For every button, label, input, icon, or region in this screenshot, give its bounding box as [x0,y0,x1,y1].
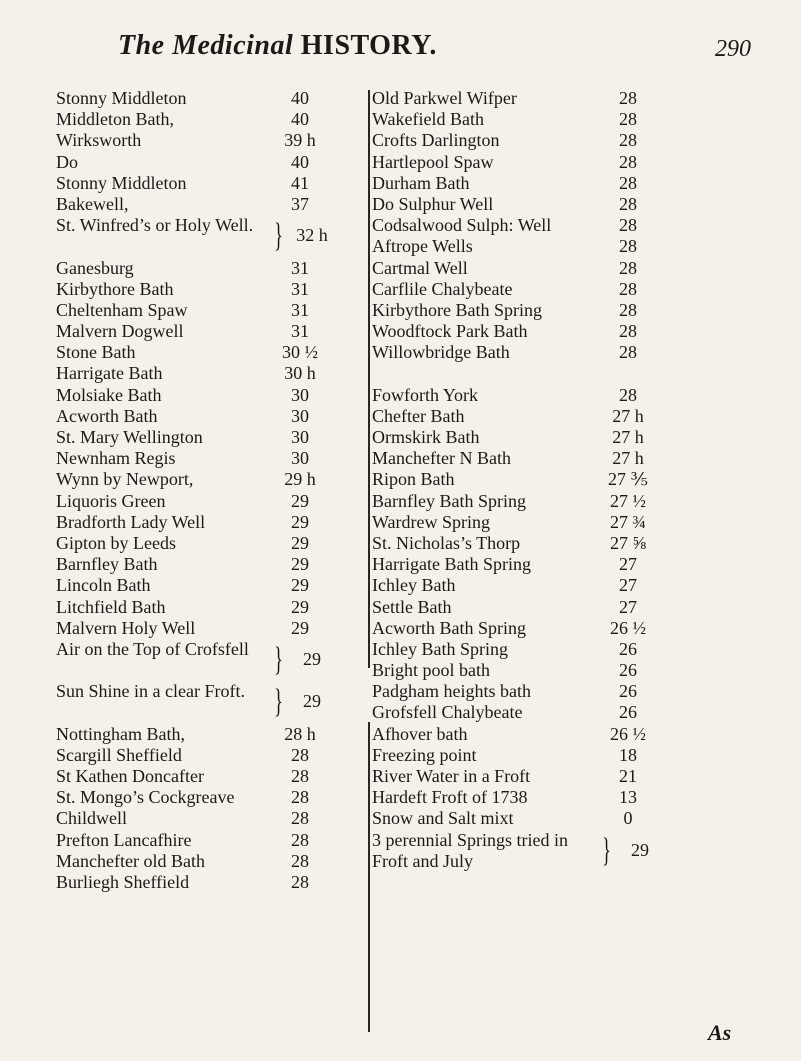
place-name: Old Parkwel Wifper [372,88,517,108]
table-row [372,512,702,533]
running-title-caps: HISTORY. [300,30,437,61]
table-row [372,321,702,342]
place-name: Harrigate Bath Spring [372,554,531,575]
place-name: Do [56,151,78,172]
temperature-value: 29 [303,691,321,712]
place-name: Stone Bath [56,342,136,363]
temperature-value: 31 [291,257,309,278]
table-row [56,258,368,279]
place-name: Codsalwood Sulph: Well [372,215,552,236]
temperature-value: 30 ½ [282,342,318,363]
brace-mark: } [274,640,283,678]
temperature-value: 26 ½ [610,723,646,744]
place-name: Afhover bath [372,723,468,744]
temperature-value: 18 [619,744,637,765]
temperature-value: 31 [291,321,309,342]
temperature-value: 28 [619,257,637,278]
temperature-value: 29 [291,490,309,511]
place-name: Ripon Bath [372,469,455,490]
place-name: Malvern Dogwell [56,321,184,342]
temperature-value: 28 [291,787,309,808]
table-row [56,173,368,194]
place-name: Gipton by Leeds [56,532,176,553]
table-row [372,575,702,596]
place-name: Do Sulphur Well [372,193,494,214]
brace-mark: } [274,217,283,255]
table-row [56,88,368,109]
table-row [56,109,368,130]
temperature-value: 28 [291,871,309,892]
table-row [56,215,368,257]
place-name: St. Mongo’s Cockgreave [56,787,235,808]
table-row [56,597,368,618]
place-name: St Kathen Doncafter [56,766,204,787]
place-name: Bradforth Lady Well [56,511,206,532]
temperature-value: 26 [619,681,637,702]
table-row [56,194,368,215]
table-row [56,152,368,173]
place-name: Aftrope Wells [372,236,473,257]
place-name: Kirbythore Bath Spring [372,299,542,320]
table-row [372,639,702,660]
temperature-value: 28 [619,130,637,151]
place-name: Prefton Lancafhire [56,829,192,850]
left-column [56,88,368,893]
page-header [0,28,801,68]
temperature-value: 29 [291,596,309,617]
place-name: Padgham heights bath [372,681,531,702]
place-name: Chefter Bath [372,405,465,426]
table-row [372,745,702,766]
place-name: Freezing point [372,744,477,765]
table-row [372,618,702,639]
table-row [56,448,368,469]
table-row [56,321,368,342]
place-name: Harrigate Bath [56,363,163,384]
page-number: 290 [715,36,751,62]
catchword: As [708,1020,732,1045]
place-name: Nottingham Bath, [56,723,185,744]
place-name: Stonny Middleton [56,88,187,108]
table-row [56,851,368,872]
table-row [372,173,702,194]
place-name: Air on the Top of Crofsfell [56,638,249,659]
place-name: Ichley Bath Spring [372,638,508,659]
place-name: Hardeft Froft of 1738 [372,787,528,808]
running-title [118,30,437,62]
table-row [372,724,702,745]
place-name: Barnfley Bath [56,554,158,575]
place-name: Bright pool bath [372,660,490,681]
temperature-value: 13 [619,787,637,808]
place-name: Hartlepool Spaw [372,151,494,172]
right-column [372,88,702,872]
table-row [56,342,368,363]
temperature-value: 29 [303,648,321,669]
table-row [372,597,702,618]
temperature-value: 28 h [284,723,316,744]
temperature-value: 29 h [284,469,316,490]
place-name: Wirksworth [56,130,142,151]
table-row [56,681,368,723]
place-name: Wynn by Newport, [56,469,194,490]
place-name: Carflile Chalybeate [372,278,513,299]
table-row [372,787,702,808]
temperature-value: 39 h [284,130,316,151]
table-row [56,724,368,745]
place-name: Manchefter old Bath [56,850,205,871]
temperature-value: 26 ½ [610,617,646,638]
table-row [372,406,702,427]
place-name: Bakewell, [56,193,129,214]
place-name: Burliegh Sheffield [56,871,190,892]
temperature-value: 28 [619,215,637,236]
place-name: Settle Bath [372,596,452,617]
temperature-value: 28 [619,88,637,108]
place-name: Ormskirk Bath [372,427,480,447]
table-row [372,808,702,829]
table-row [372,533,702,554]
temperature-value: 26 [619,702,637,723]
place-name: Molsiake Bath [56,384,162,405]
place-name: Sun Shine in a clear Froft. [56,681,245,702]
temperature-value: 28 [291,829,309,850]
table-row [372,152,702,173]
temperature-value: 27 h [612,405,644,426]
place-name: Wakefield Bath [372,109,485,130]
temperature-value: 37 [291,193,309,214]
table-row [372,342,702,363]
table-row [56,512,368,533]
table-row [56,130,368,151]
column-rule-top [368,90,370,668]
place-name: St. Mary Wellington [56,427,203,448]
temperature-value: 29 [631,839,649,860]
temperature-value: 40 [291,151,309,172]
temperature-value: 31 [291,299,309,320]
table-row [372,215,702,236]
table-row [372,702,702,723]
temperature-value: 28 [619,109,637,130]
temperature-value: 21 [619,766,637,786]
temperature-value: 28 [619,193,637,214]
place-name: Kirbythore Bath [56,278,174,299]
place-name: Litchfield Bath [56,596,166,617]
temperature-value: 0 [623,808,633,829]
table-row [56,766,368,787]
place-name: Malvern Holy Well [56,617,196,638]
table-row [56,787,368,808]
place-name: Ganesburg [56,257,134,278]
place-name: Ichley Bath [372,575,456,596]
table-row [56,491,368,512]
table-row [56,808,368,829]
temperature-value: 27 [619,554,637,575]
table-row [56,872,368,893]
table-row [56,830,368,851]
temperature-value: 28 [291,850,309,871]
place-name: Willowbridge Bath [372,342,510,363]
temperature-value: 32 h [296,225,328,246]
table-row [56,300,368,321]
place-name: 3 perennial Springs tried in Froft and July [372,829,568,871]
place-name: Acworth Bath [56,405,158,426]
brace-mark: } [602,831,611,869]
table-row [56,554,368,575]
table-row [372,491,702,512]
temperature-value: 29 [291,575,309,596]
temperature-value: 29 [291,554,309,575]
temperature-value: 27 [619,575,637,596]
temperature-value: 27 ¾ [610,511,646,532]
place-name: Scargill Sheffield [56,744,182,765]
temperature-value: 29 [291,617,309,638]
temperature-value: 28 [619,321,637,342]
table-row [372,279,702,300]
temperature-value: 28 [291,766,309,787]
table-row [372,554,702,575]
place-name: Cartmal Well [372,257,468,278]
table-row [372,109,702,130]
temperature-value: 28 [291,808,309,829]
table-row [56,406,368,427]
place-name: Cheltenham Spaw [56,299,188,320]
temperature-value: 27 h [612,448,644,469]
temperature-value: 28 [291,744,309,765]
temperature-value: 31 [291,278,309,299]
table-row [56,618,368,639]
table-row [372,427,702,448]
place-name: Durham Bath [372,172,470,193]
temperature-value: 28 [619,342,637,363]
table-row [56,745,368,766]
table-row [372,300,702,321]
table-row [372,236,702,257]
place-name: Manchefter N Bath [372,448,511,469]
place-name: Middleton Bath, [56,109,174,130]
table-row [372,448,702,469]
place-name: St. Nicholas’s Thorp [372,532,521,553]
temperature-value: 29 [291,511,309,532]
table-row [56,533,368,554]
place-name: St. Winfred’s or Holy Well. [56,215,254,236]
place-name: Grofsfell Chalybeate [372,702,523,723]
place-name: Crofts Darlington [372,130,500,151]
temperature-value: 40 [291,88,309,108]
temperature-value: 28 [619,384,637,405]
temperature-value: 28 [619,172,637,193]
temperature-value: 27 [619,596,637,617]
temperature-value: 30 [291,448,309,469]
table-row [56,363,368,384]
temperature-value: 27 ½ [610,490,646,511]
temperature-value: 41 [291,172,309,193]
temperature-value: 28 [619,151,637,172]
table-row [56,469,368,490]
temperature-value: 27 h [612,427,644,447]
place-name: River Water in a Froft [372,766,531,786]
temperature-value: 29 [291,532,309,553]
place-name: Lincoln Bath [56,575,151,596]
table-row [56,639,368,681]
table-row [372,130,702,151]
table-row [56,427,368,448]
temperature-value: 28 [619,236,637,257]
table-row [372,469,702,490]
temperature-value: 30 [291,405,309,426]
column-rule-bottom [368,722,370,1032]
place-name: Stonny Middleton [56,172,187,193]
temperature-value: 28 [619,278,637,299]
table-row [56,385,368,406]
brace-mark: } [274,683,283,721]
temperature-value: 28 [619,299,637,320]
temperature-value: 30 [291,427,309,448]
place-name: Snow and Salt mixt [372,808,514,829]
table-row [56,279,368,300]
table-row [372,258,702,279]
table-row [372,194,702,215]
temperature-value: 26 [619,660,637,681]
table-row [56,575,368,596]
temperature-value: 26 [619,638,637,659]
temperature-value: 30 [291,384,309,405]
table-row [372,681,702,702]
table-row [372,385,702,406]
temperature-value: 40 [291,109,309,130]
temperature-value: 27 ⅝ [610,532,646,553]
place-name: Liquoris Green [56,490,166,511]
place-name: Childwell [56,808,127,829]
running-title-italic: The Medicinal [118,30,294,61]
place-name: Newnham Regis [56,448,176,469]
table-row [372,766,702,787]
table-row [372,660,702,681]
temperature-value: 30 h [284,363,316,384]
place-name: Wardrew Spring [372,511,491,532]
place-name: Woodftock Park Bath [372,321,528,342]
table-row [372,88,702,109]
temperature-value: 27 ⅗ [608,469,648,490]
table-row [372,830,702,872]
section-gap [372,363,702,384]
place-name: Acworth Bath Spring [372,617,526,638]
place-name: Barnfley Bath Spring [372,490,526,511]
place-name: Fowforth York [372,384,479,405]
